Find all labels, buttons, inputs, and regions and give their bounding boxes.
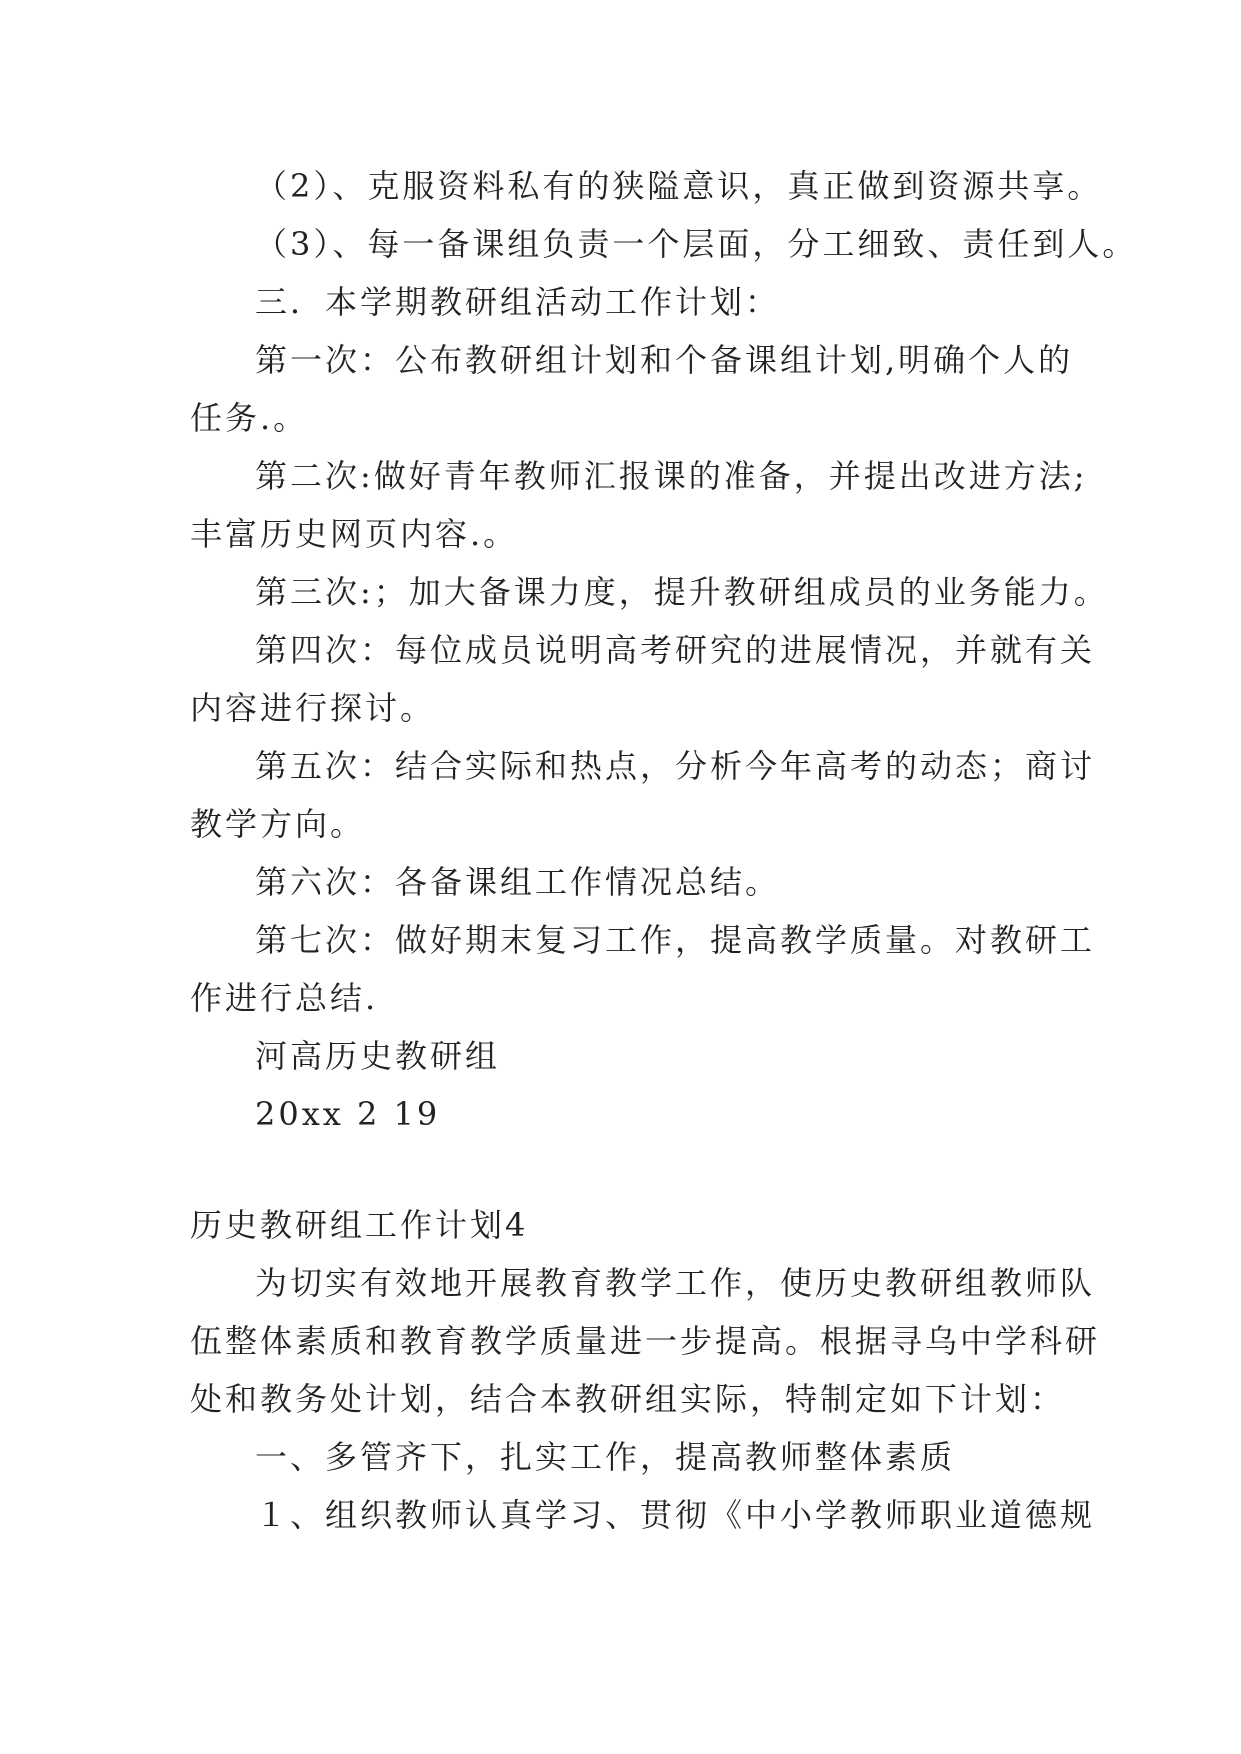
paragraph-line: 第一次：公布教研组计划和个备课组计划,明确个人的 [255, 341, 1074, 379]
document-title: 历史教研组工作计划4 [190, 1206, 529, 1244]
signature-group: 河高历史教研组 [255, 1037, 501, 1075]
section-heading: 一、多管齐下，扎实工作，提高教师整体素质 [255, 1438, 956, 1476]
paragraph-line: 第五次：结合实际和热点，分析今年高考的动态；商讨 [255, 747, 1096, 785]
signature-date: 20xx 2 19 [255, 1095, 441, 1133]
paragraph-line: 第六次：各备课组工作情况总结。 [255, 863, 781, 901]
paragraph-line: 第三次:；加大备课力度，提升教研组成员的业务能力。 [255, 573, 1109, 611]
paragraph-line: 处和教务处计划，结合本教研组实际，特制定如下计划： [190, 1380, 1066, 1418]
paragraph-line: （2）、克服资料私有的狭隘意识，真正做到资源共享。 [255, 167, 1103, 205]
paragraph-line: 第二次:做好青年教师汇报课的准备，并提出改进方法; [255, 457, 1088, 495]
paragraph-line: （3）、每一备课组负责一个层面，分工细致、责任到人。 [255, 225, 1138, 263]
section-heading: 三．本学期教研组活动工作计划： [255, 283, 781, 321]
paragraph-line: 为切实有效地开展教育教学工作，使历史教研组教师队 [255, 1264, 1096, 1302]
paragraph-line: 任务.。 [190, 399, 309, 437]
paragraph-line: 丰富历史网页内容.。 [190, 515, 519, 553]
paragraph-line: 第七次：做好期末复习工作，提高教学质量。对教研工 [255, 921, 1096, 959]
paragraph-line: １、组织教师认真学习、贯彻《中小学教师职业道德规 [255, 1496, 1096, 1534]
paragraph-line: 内容进行探讨。 [190, 689, 436, 727]
paragraph-line: 伍整体素质和教育教学质量进一步提高。根据寻乌中学科研 [190, 1322, 1101, 1360]
paragraph-line: 教学方向。 [190, 805, 366, 843]
paragraph-line: 作进行总结. [190, 979, 379, 1017]
paragraph-line: 第四次：每位成员说明高考研究的进展情况，并就有关 [255, 631, 1096, 669]
